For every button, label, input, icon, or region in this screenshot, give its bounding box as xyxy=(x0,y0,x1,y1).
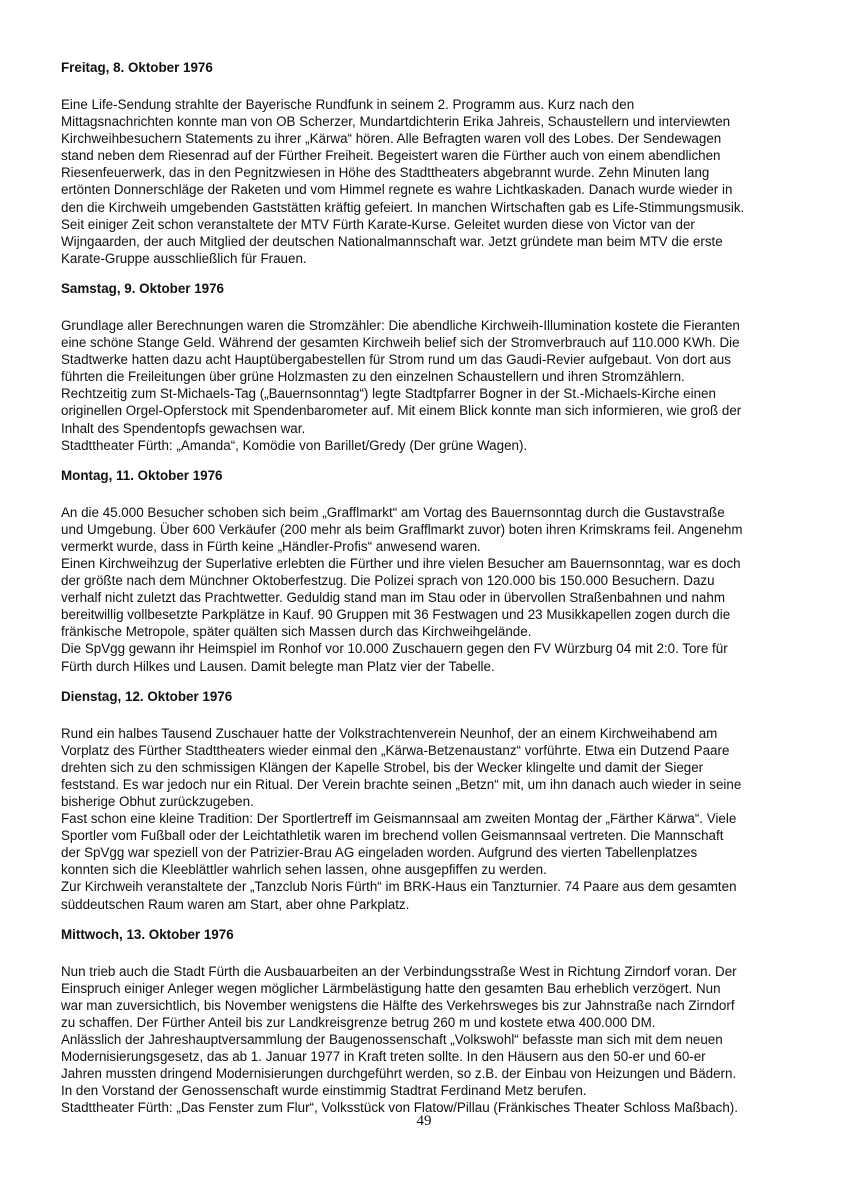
text-line: zu schaffen. Der Fürther Anteil bis zur Landkreisgrenze betrug 260 m und kostete etwa 400.000 DM. xyxy=(61,1014,656,1030)
text-line: Eine Life-Sendung strahlte der Bayerische Rundfunk in seinem 2. Programm aus. Kurz nach den xyxy=(61,97,635,112)
entry-body xyxy=(61,317,791,454)
text-line: Vorplatz des Fürther Stadttheaters wieder einmal den „Kärwa-Betzenaustanz“ vorführte. Etwa ein Dutzend Paare xyxy=(61,742,730,758)
text-line: Zur Kirchweih veranstaltete der „Tanzclub Noris Fürth“ im BRK-Haus ein Tanzturnier. 74 Paare aus dem gesamten xyxy=(61,879,737,895)
entry-title: Dienstag, 12. Oktober 1976 xyxy=(61,688,233,704)
text-line: Sportler vom Fußball oder der Leichtathletik waren im brechend vollen Geismannsaal vertreten. Die Mannschaft xyxy=(61,828,724,844)
text-line: drehten sich zu den schmissigen Klängen der Kapelle Strobel, bis der Wecker klingelte und damit der Sieger xyxy=(61,759,704,775)
text-line: Kirchweihbesuchern Statements zu ihrer „Kärwa“ hören. Alle Befragten waren voll des Lobes. Der Sendewagen xyxy=(61,131,722,147)
entry-body xyxy=(61,963,791,1117)
entry-2026-10-09 xyxy=(61,281,791,454)
text-line: süddeutschen Raum waren am Start, aber ohne Parkplatz. xyxy=(61,896,410,912)
text-line: Stadttheater Fürth: „Das Fenster zum Flur“, Volksstück von Flatow/Pillau (Fränkisches Theater Schloss Maßbach). xyxy=(61,1100,738,1116)
text-line: war man zuversichtlich, bis November wenigstens die Hälfte des Verkehrsweges bis zur Jahnstraße nach Zirndorf xyxy=(61,997,735,1013)
page-number: 49 xyxy=(416,1113,432,1129)
text-line: Mittagsnachrichten konnte man von OB Scherzer, Mundartdichterin Erika Jahreis, Schaustellern und interviewten xyxy=(61,114,731,130)
entry-title: Montag, 11. Oktober 1976 xyxy=(61,467,223,483)
text-line: den die Kirchweih umgebenden Gaststätten kräftig gefeiert. In manchen Wirtschaften gab es Life-Stimmungsmusik. xyxy=(61,199,745,215)
text-line: der SpVgg war speziell von der Patrizier-Brau AG eingeladen worden. Aufgrund des vierten Tabellenplatzes xyxy=(61,845,698,861)
entry-body xyxy=(61,504,791,675)
entry-2026-10-08 xyxy=(61,60,791,267)
text-line: An die 45.000 Besucher schoben sich beim „Grafflmarkt“ am Vortag des Bauernsonntag durch die Gustavstraße xyxy=(61,504,725,520)
entry-title: Samstag, 9. Oktober 1976 xyxy=(61,280,224,296)
text-line: vermerkt wurde, dass in Fürth keine „Händler-Profis“ anwesend waren. xyxy=(61,538,481,554)
text-line: fränkische Metropole, später quälten sich Massen durch das Kirchweihgelände. xyxy=(61,624,532,640)
text-line: In den Vorstand der Genossenschaft wurde einstimmig Stadtrat Ferdinand Metz berufen. xyxy=(61,1083,587,1099)
text-line: Stadtwerke hatten dazu acht Hauptübergabestellen für Strom rund um das Gaudi-Revier aufgebaut. Von dort aus xyxy=(61,352,731,368)
text-line: Die SpVgg gewann ihr Heimspiel im Ronhof vor 10.000 Zuschauern gegen den FV Würzburg 04 mit 2:0. Tore für xyxy=(61,641,728,657)
text-line: Inhalt des Spendentopfs gewachsen war. xyxy=(61,420,306,436)
text-line: Karate-Gruppe ausschließlich für Frauen. xyxy=(61,250,307,266)
text-line: bisherige Obhut zurückzugeben. xyxy=(61,794,254,809)
text-line: originellen Orgel-Opferstock mit Spendenbarometer auf. Mit einem Blick konnte man sich informieren, wie groß der xyxy=(61,403,742,419)
text-line: Grundlage aller Berechnungen waren die Stromzähler: Die abendliche Kirchweih-Illumination kostete die Fieranten xyxy=(61,317,740,333)
text-line: und Umgebung. Über 600 Verkäufer (200 mehr als beim Grafflmarkt zuvor) boten ihren Krimskrams feil. Angenehm xyxy=(61,521,743,537)
text-line: Jahren mussten dringend Modernisierungen durchgeführt werden, so z.B. der Einbau von Heizungen und Bädern. xyxy=(61,1066,737,1082)
text-line: Modernisierungsgesetz, das ab 1. Januar 1977 in Kraft treten sollte. In den Häusern aus den 50-er und 60-er xyxy=(61,1049,706,1065)
text-line: Rund ein halbes Tausend Zuschauer hatte der Volkstrachtenverein Neunhof, der an einem Kirchweihabend am xyxy=(61,725,718,741)
text-line: ertönten Donnerschläge der Raketen und vom Himmel regnete es wahre Lichtkaskaden. Danach wurde wieder in xyxy=(61,182,733,198)
text-line: konnten sich die Kleeblättler wahrlich sehen lassen, ohne ausgepfiffen zu werden. xyxy=(61,862,547,878)
text-line: Einspruch einiger Anleger wegen möglicher Lärmbelästigung hatte den gesamten Bau erheblich verzögert. Nun xyxy=(61,980,721,996)
entry-title: Mittwoch, 13. Oktober 1976 xyxy=(61,926,234,942)
text-line: Rechtzeitig zum St-Michaels-Tag („Bauernsonntag“) legte Stadtpfarrer Bogner in der St.-Michaels-Kirche einen xyxy=(61,386,716,402)
chronicle-content xyxy=(61,60,791,1131)
entry-title: Freitag, 8. Oktober 1976 xyxy=(61,60,213,75)
text-line: bereitwillig vollbesetzte Parkplätze in Kauf. 90 Gruppen mit 36 Festwagen und 23 Musikkapellen zogen durch die xyxy=(61,607,731,623)
text-line: Fast schon eine kleine Tradition: Der Sportlertreff im Geismannsaal am zweiten Montag der „Färther Kärwa“. Viele xyxy=(61,811,737,827)
entry-2026-10-12 xyxy=(61,689,791,913)
text-line: feststand. Es war jedoch nur ein Ritual. Der Verein brachte seinen „Betzn“ mit, um ihn danach auch wieder in seine xyxy=(61,776,742,792)
text-line: Stadttheater Fürth: „Amanda“, Komödie von Barillet/Gredy (Der grüne Wagen). xyxy=(61,437,528,453)
text-line: Seit einiger Zeit schon veranstaltete der MTV Fürth Karate-Kurse. Geleitet wurden diese von Victor van der xyxy=(61,216,695,232)
entry-body xyxy=(61,96,791,267)
text-line: führten die Freileitungen über grüne Holzmasten zu den einzelnen Schaustellern und ihren Stromzählern. xyxy=(61,369,685,385)
text-line: Anlässlich der Jahreshauptversammlung der Baugenossenschaft „Volkswohl“ befasste man sich mit dem neuen xyxy=(61,1032,723,1048)
text-line: verhalf nicht zuletzt das Prachtwetter. Geduldig stand man im Stau oder in übervollen Straßenbahnen und nahm xyxy=(61,590,725,606)
text-line: eine schöne Stange Geld. Während der gesamten Kirchweih belief sich der Stromverbrauch auf 110.000 KWh. Die xyxy=(61,335,740,351)
text-line: Einen Kirchweihzug der Superlative erlebten die Fürther und ihre vielen Besucher am Bauernsonntag, war es doch xyxy=(61,555,741,571)
text-line: stand neben dem Riesenrad auf der Fürther Freiheit. Begeistert waren die Fürther auch von einem abendlichen xyxy=(61,148,721,164)
text-line: Nun trieb auch die Stadt Fürth die Ausbauarbeiten an der Verbindungsstraße West in Richtung Zirndorf voran. Der xyxy=(61,963,737,979)
text-line: Riesenfeuerwerk, das in den Pegnitzwiesen in Höhe des Stadttheaters abgebrannt wurde. Zehn Minuten lang xyxy=(61,165,710,181)
entry-2026-10-11 xyxy=(61,468,791,675)
entry-2026-10-13 xyxy=(61,927,791,1117)
text-line: Wijngaarden, der auch Mitglied der deutschen Nationalmannschaft war. Jetzt gründete man beim MTV die erste xyxy=(61,233,723,249)
text-line: Fürth durch Hilkes und Lausen. Damit belegte man Platz vier der Tabelle. xyxy=(61,658,495,674)
entry-body xyxy=(61,725,791,913)
text-line: der größte nach dem Münchner Oktoberfestzug. Die Polizei sprach von 120.000 bis 150.000 Besuchern. Dazu xyxy=(61,573,715,589)
